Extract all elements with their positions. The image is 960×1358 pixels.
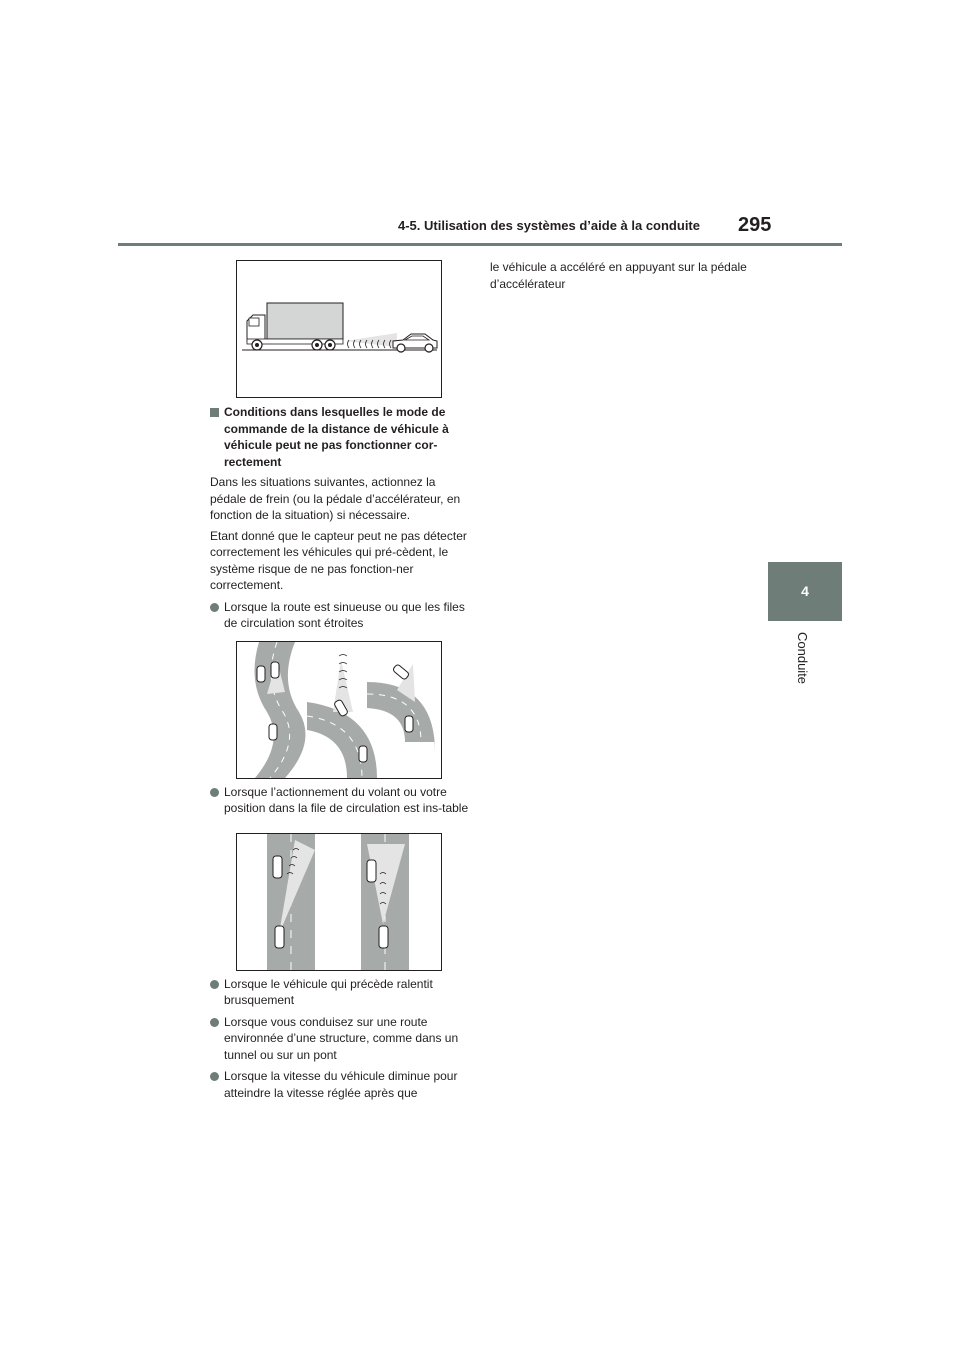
list-item (210, 599, 472, 632)
chapter-label: Conduite (795, 632, 810, 685)
truck-and-car-radar-illustration (236, 260, 442, 398)
right-column (490, 255, 752, 292)
unstable-lane-position-illustration (236, 833, 442, 971)
section-heading (210, 404, 472, 470)
list-item (210, 976, 472, 1009)
list-item (210, 1014, 472, 1064)
page-number: 295 (738, 214, 772, 236)
left-column (210, 260, 472, 1101)
circle-bullet-icon (210, 603, 219, 612)
paragraph: Dans les situations suivantes, actionnez la pédale de frein (ou la pédale d’accélérateur, en fonction de la situation) si nécessaire. (210, 475, 461, 522)
chapter-tab[interactable]: 4 (768, 562, 842, 621)
section-title: 4-5. Utilisation des systèmes d’aide à la conduite (398, 218, 700, 233)
list-item-text: Lorsque l’actionnement du volant ou votre position dans la file de circulation est ins-table (224, 784, 469, 815)
heading-text: Conditions dans lesquelles le mode de commande de la distance de véhicule à véhicule peut ne pas fonctionner cor-rectement (224, 405, 449, 469)
winding-road-illustration (236, 641, 442, 779)
list-item (210, 1068, 472, 1101)
square-bullet-icon (210, 408, 219, 417)
circle-bullet-icon (210, 788, 219, 797)
paragraph: Etant donné que le capteur peut ne pas détecter correctement les véhicules qui pré-cèdent, le système risque de ne pas fonction-ner correctement. (210, 528, 467, 592)
header-divider (118, 243, 842, 246)
list-item-text: Lorsque le véhicule qui précède ralentit brusquement (224, 976, 433, 1007)
circle-bullet-icon (210, 1018, 219, 1027)
list-item-text: Lorsque la vitesse du véhicule diminue pour atteindre la vitesse réglée après que (224, 1069, 458, 1100)
circle-bullet-icon (210, 980, 219, 989)
circle-bullet-icon (210, 1072, 219, 1081)
continuation-text: le véhicule a accéléré en appuyant sur la pédale d’accélérateur (490, 260, 747, 291)
list-item-text: Lorsque vous conduisez sur une route environnée d’une structure, comme dans un tunnel ou sur un pont (224, 1014, 459, 1062)
list-item (210, 784, 472, 817)
list-item-text: Lorsque la route est sinueuse ou que les files de circulation sont étroites (224, 599, 465, 630)
